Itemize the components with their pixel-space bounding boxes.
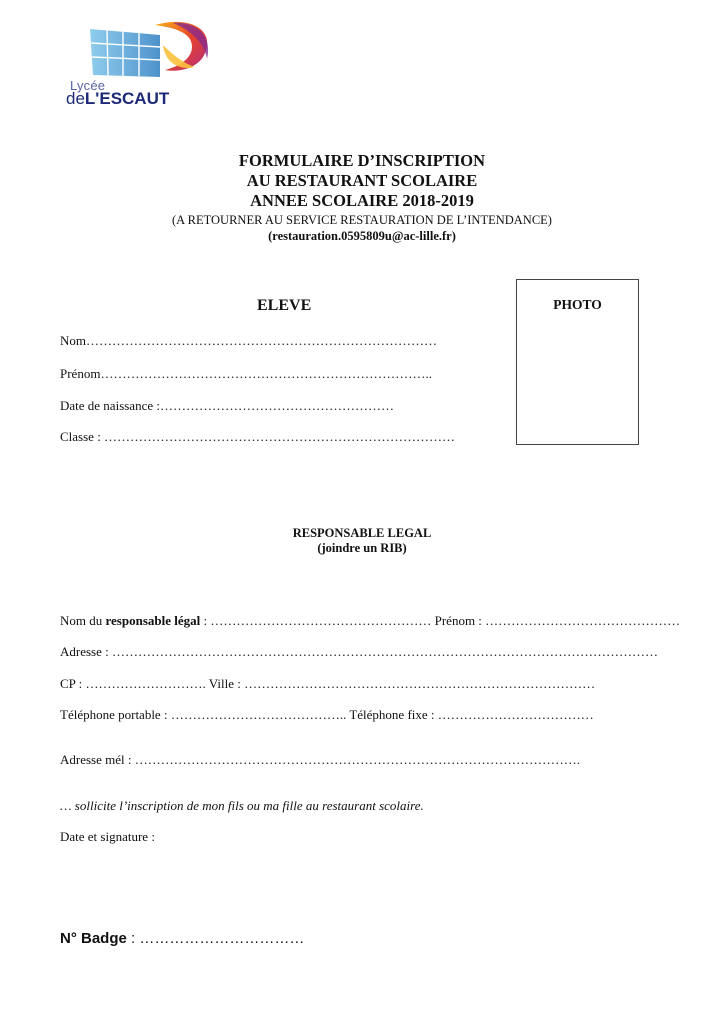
- form-title-line3: ANNEE SCOLAIRE 2018-2019: [250, 191, 474, 210]
- logo-text-lycee: Lycée: [70, 78, 106, 93]
- responsable-telephone-field[interactable]: Téléphone portable : ………………………………….. Téléphone fixe : ………………………………: [60, 707, 594, 722]
- logo-text-main: L'ESCAUT: [84, 89, 170, 108]
- badge-label: N° Badge: [60, 930, 127, 947]
- form-header: [0, 151, 724, 244]
- logo-text-escaut: [66, 89, 169, 109]
- badge-number-field[interactable]: [60, 930, 304, 947]
- photo-label: PHOTO: [553, 297, 602, 312]
- date-signature-field[interactable]: Date et signature :: [60, 829, 155, 844]
- form-title-line2: AU RESTAURANT SCOLAIRE: [246, 171, 478, 190]
- responsable-cp-ville-field[interactable]: CP : ………………………. Ville : ………………………………………………………………………: [60, 676, 596, 691]
- responsable-nom-field[interactable]: [60, 613, 680, 629]
- responsable-nom-bold: responsable légal: [105, 613, 201, 628]
- return-note: (A RETOURNER AU SERVICE RESTAURATION DE L’INTENDANCE): [172, 213, 552, 227]
- logo-text-de: de: [66, 89, 85, 108]
- eleve-nom-field[interactable]: Nom………………………………………………………………………: [60, 333, 437, 348]
- responsable-nom-prefix: Nom du: [60, 613, 106, 628]
- responsable-adresse-field[interactable]: Adresse : ………………………………………………………………………………………………………………: [60, 644, 658, 659]
- eleve-classe-field[interactable]: Classe : ………………………………………………………………………: [60, 429, 456, 444]
- responsable-title: RESPONSABLE LEGAL: [292, 526, 432, 540]
- badge-value: : ……………………………: [126, 930, 305, 947]
- responsable-section-title: [0, 526, 724, 556]
- responsable-subtitle: (joindre un RIB): [317, 541, 407, 555]
- eleve-date-naissance-field[interactable]: Date de naissance :………………………………………………: [60, 398, 394, 413]
- contact-email: (restauration.0595809u@ac-lille.fr): [268, 229, 456, 243]
- responsable-nom-suffix: : …………………………………………… Prénom : ………………………………………: [200, 613, 681, 628]
- building-icon: [90, 29, 160, 77]
- eleve-section-title: ELEVE: [257, 297, 312, 314]
- responsable-email-field[interactable]: Adresse mél : ………………………………………………………………………………………….: [60, 752, 580, 767]
- sollicite-statement: … sollicite l’inscription de mon fils ou ma fille au restaurant scolaire.: [60, 798, 424, 813]
- form-title-line1: FORMULAIRE D’INSCRIPTION: [238, 151, 486, 170]
- eleve-prenom-field[interactable]: Prénom…………………………………………………………………..: [60, 366, 432, 381]
